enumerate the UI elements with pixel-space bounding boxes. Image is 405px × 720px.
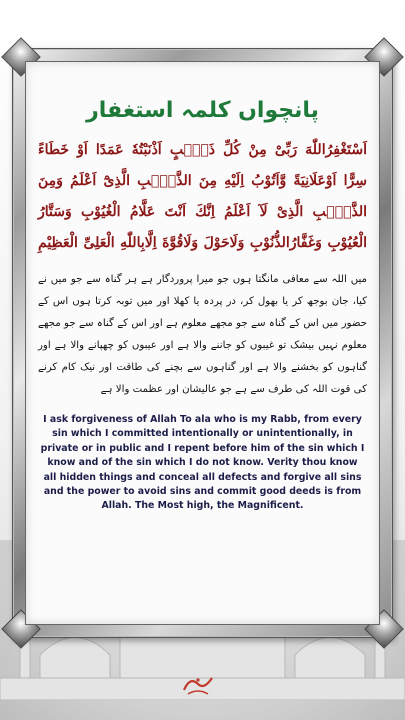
page-title: پانچواں کلمہ استغفار xyxy=(86,98,319,123)
content-panel xyxy=(25,61,380,625)
urdu-translation: میں اللہ سے معافی مانگتا ہوں جو میرا پروردگار ہے ہر گناہ سے جو میں نے کیا، جان بوجھ کر یا بھول کر، در پردہ یا کھلا اور میں توبہ کرتا ہوں اس کے حضور میں اس کے گناہ سے جو مجھے معلوم ہے اور اس کے گناہ سے جو مجھے معلوم نہیں بیشک تو غیبوں کو جاننے والا ہے اور عیبوں کو چھپانے والا ہے اور گناہوں کو بخشنے والا ہے اور گناہوں سے بچنے کی طاقت اور نیک کام کرنے کی قوت اللہ کی طرف سے ہے جو عالیشان اور عظمت والا ہے xyxy=(38,274,367,395)
arabic-text: اَسْتَغْفِرُاللّٰهَ رَبِّیْ مِنْ کُلِّ ذَنْۢبٍ اَذْنَبْتُهٗ عَمَدًا اَوْ خَطَاءً سِرًّا اَوْعَلَانِیَةً وَّاَتُوْبُ اِلَیْهِ مِنَ الذَّنْۢبِ الَّذِیْٓ اَعْلَمُ وَمِنَ الذَّنْۢبِ الَّذِیْ لَآ اَعْلَمُ اِنَّكَ اَنْتَ عَلَّامُ الْغُیُوْبِ وَسَتَّارُ الْعُیُوْبِ وَغَفَّارُالذُّنُوْبِ وَلَاحَوْلَ وَلَاقُوَّةَ اِلَّابِاللّٰهِ الْعَلِیِّ الْعَظِیْمِ xyxy=(38,142,367,251)
ornate-frame xyxy=(12,48,393,638)
english-translation: I ask forgiveness of Allah To ala who is my Rabb, from every sin which I committed intentionally or unintentionally, in private or in public and I repent before him of the sin which I know and of the sin which I do not know. Verity thou know all hidden things and conceal all defects and forgive all sins and the power to avoid sins and commit good deeds is from Allah. The Most high, the Magnificent. xyxy=(40,414,365,512)
calligraphy-logo xyxy=(178,672,218,698)
